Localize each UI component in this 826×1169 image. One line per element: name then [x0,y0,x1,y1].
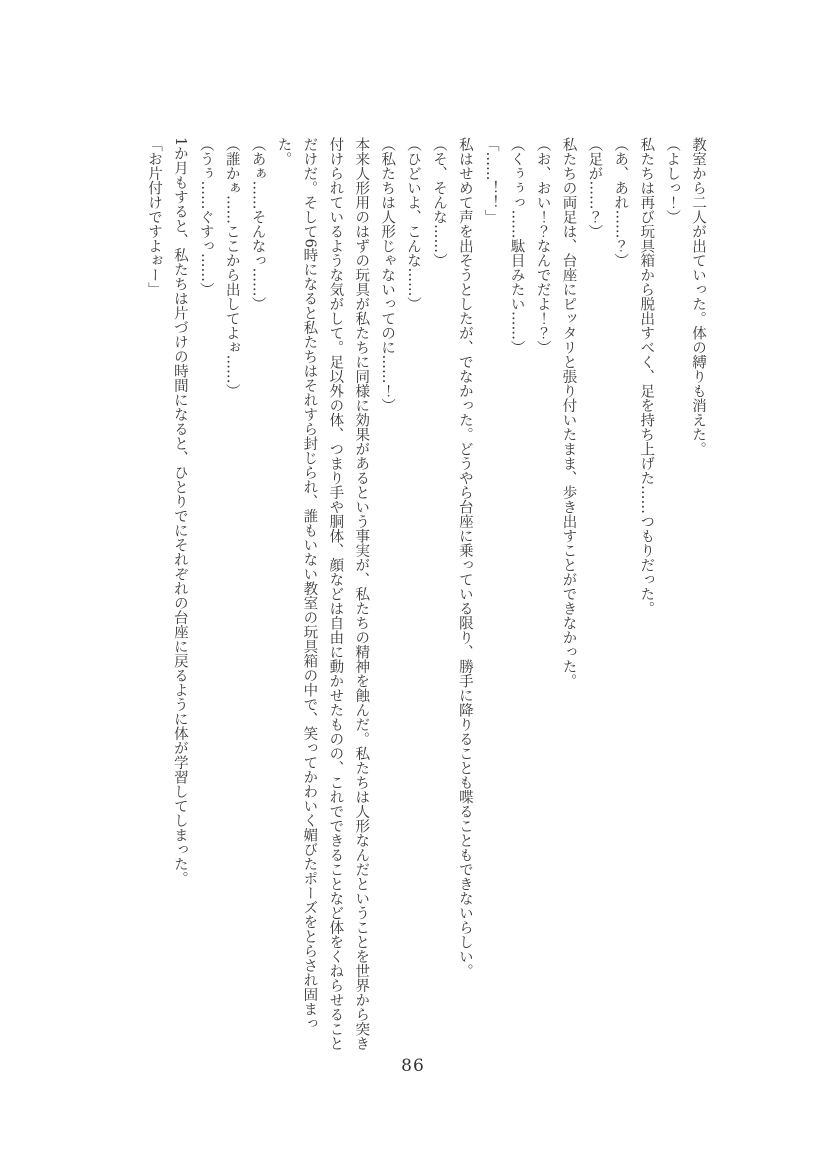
text-paragraph: 教室から二人が出ていった。体の縛りも消えた。 [690,137,706,456]
text-paragraph: 本来人形用のはずの玩具が私たちに同様に効果があるという事実が、私たちの精神を蝕んだ。私たちは人形なんだということを世界から突き付けられているような気がして。足以外の体、つまり手や胴体、顔などは自由に動かせたものの、これでできることなど体をくねらせることだけだ。そして6時になると私たちはそれすら封じられ、誰もいない教室の玩具箱の中で、笑ってかわいく媚びたポーズをとらされ固まった。 [275,137,370,1051]
text-paragraph: （足が……？） [586,137,603,239]
text-paragraph: 「……！！」 [482,137,499,224]
text-paragraph: （よしっ！） [664,137,681,224]
text-paragraph: （ひどいよ、こんな……） [405,137,422,311]
text-paragraph: 私たちの両足は、台座にピッタリと張り付いたまま、歩き出すことができなかった。 [560,137,577,688]
text-paragraph: （誰かぁ……ここから出してよぉ……） [223,137,240,398]
text-paragraph: （そ、そんな……） [430,137,447,268]
text-paragraph: （お、おい！？なんでだよ！？） [534,137,551,355]
text-paragraph: （あぁ……そんなっ……） [249,137,266,311]
text-paragraph: 私たちは再び玩具箱から脱出すべく、足を持ち上げた……つもりだった。 [638,137,655,616]
text-paragraph: 私はせめて声を出そうとしたが、でなかった。どうやら台座に乗っている限り、勝手に降りることも喋ることもできないらしい。 [456,137,473,978]
page-number: 86 [401,1056,425,1076]
text-paragraph: （くぅぅっ……駄目みたい……） [508,137,525,355]
text-paragraph: （私たちは人形じゃないってのに……！） [379,137,396,413]
text-paragraph: （うぅ……ぐすっ……） [197,137,214,297]
text-paragraph: 「お片付けですよぉー」 [145,137,162,297]
text-paragraph: （あ、あれ……？） [612,137,629,268]
text-paragraph: 1か月もすると、私たちは片づけの時間になると、ひとりでにそれぞれの台座に戻るように体が学習してしまった。 [171,137,188,886]
vertical-text-block [135,137,710,1057]
